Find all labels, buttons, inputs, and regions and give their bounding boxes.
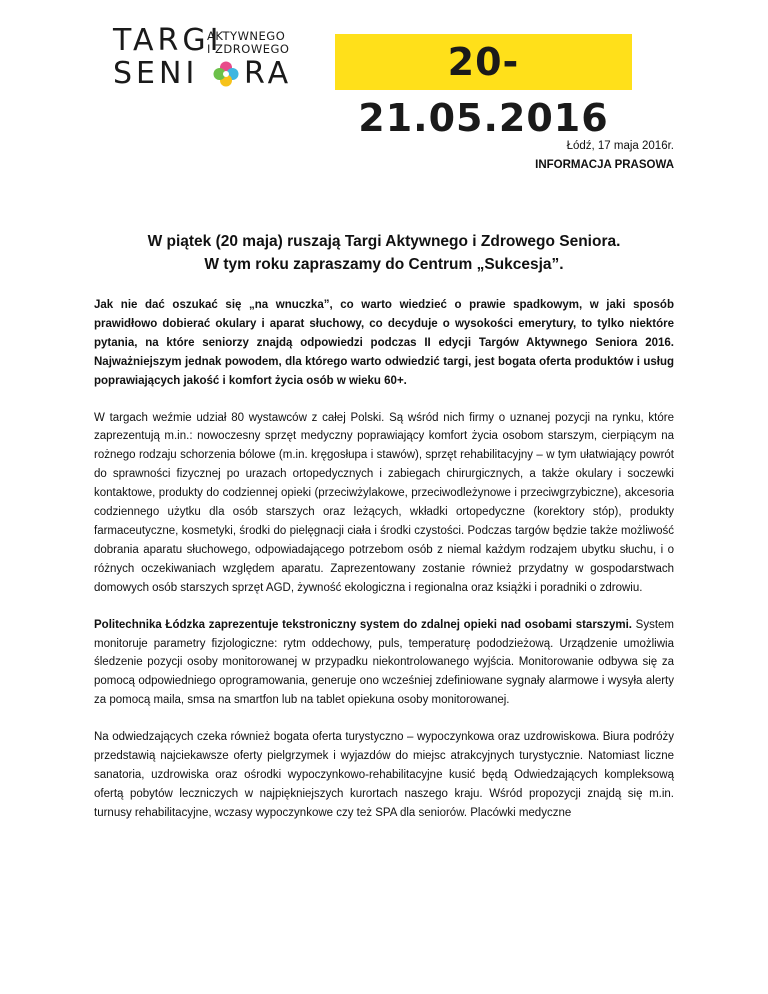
logo-word-targi: TARGI [113, 23, 223, 58]
event-dates-banner [335, 34, 632, 140]
title-line-1: W piątek (20 maja) ruszają Targi Aktywnego i Zdrowego Seniora. [147, 233, 621, 250]
lead-paragraph [94, 296, 674, 391]
event-dates: 20-21.05.2016 [358, 40, 609, 140]
logo-subtitle-line1: AKTYWNEGO [207, 29, 286, 43]
title-line-2: W tym roku zapraszamy do Centrum „Sukcesja”. [204, 256, 564, 273]
place-date: Łódź, 17 maja 2016r. [566, 140, 674, 152]
press-release-label: INFORMACJA PRASOWA [535, 159, 674, 171]
politechnika-text: System monitoruje parametry fizjologiczne: rytm oddechowy, puls, temperaturę pododzieżową. Urządzenie umożliwia śledzenie pozycji osoby monitorowanej w przypadku niekontrolowanego wyjścia. Monitorowanie odbywa się za pomocą odpowiedniego oprogramowania, generuje ono wcześniej zdefiniowane sygnały alarmowe i wysyła alerty za pomocą maila, smsa na smartfon lub na tablet opiekuna osoby monitorowanej. [94, 618, 674, 707]
document-body [94, 296, 674, 841]
lead-text: Jak nie dać oszukać się „na wnuczka”, co warto wiedzieć o prawie spadkowym, w jaki sposób prawidłowo dobierać okulary i aparat słuchowy, co decyduje o wysokości emerytury, to tylko niektóre pytania, na które seniorzy znajdą odpowiedzi podczas II edycji Targów Aktywnego Seniora 2016. Najważniejszym jednak powodem, dla którego warto odwiedzić targi, jest bogata oferta produktów i usług poprawiających jakość i komfort życia osób w wieku 60+. [94, 299, 674, 387]
politechnika-paragraph [94, 616, 674, 711]
politechnika-lead: Politechnika Łódzka zaprezentuje tekstroniczny system do zdalnej opieki nad osobami starszymi. [94, 618, 632, 631]
document-meta [535, 137, 674, 175]
event-logo [113, 23, 333, 91]
header [0, 0, 768, 140]
tourism-paragraph: Na odwiedzających czeka również bogata oferta turystyczno – wypoczynkowa oraz uzdrowiskowa. Biura podróży przedstawią najciekawsze oferty pielgrzymek i wyjazdów do miejsc atrakcyjnych turystycznie. Natomiast liczne sanatoria, uzdrowiska oraz ośrodki wypoczynkowo-rehabilitacyjne kusić będą Odwiedzających kompleksową ofertą pobytów leczniczych w najpiękniejszych kurortach naszego kraju. Wśród propozycji znajdą się m.in. turnusy rehabilitacyjne, wczasy wypoczynkowe czy też SPA dla seniorów. Placówki medyczne [94, 731, 674, 819]
logo-subtitle-line2: I ZDROWEGO [207, 42, 290, 56]
logo-word-ra: RA [244, 56, 293, 91]
exhibitors-paragraph: W targach weźmie udział 80 wystawców z całej Polski. Są wśród nich firmy o uznanej pozycji na rynku, które zaprezentują m.in.: nowoczesny sprzęt medyczny poprawiający komfort życia osobom starszym, cierpiącym na rożnego rodzaju schorzenia bólowe (m.in. kręgosłupa i stawów), sprzęt rehabilitacyjny – w tym ułatwiający powrót do sprawności fizycznej po urazach ortopedycznych i zabiegach chirurgicznych, a także okulary i soczewki kontaktowe, produkty do codziennej opieki (przeciwżylakowe, przeciwodleżynowe i przeciwgrzybiczne), akcesoria codziennego użytku dla osób starszych oraz leżących, wkładki ortopedyczne (korektory stóp), produkty farmaceutyczne, kosmetyki, środki do pielęgnacji ciała i środki czystości. Podczas targów będzie także możliwość dobrania aparatu słuchowego, odpowiadającego potrzebom osób z niemal każdym rodzajem ubytku słuchu, i o różnych oczekiwaniach względem aparatu. Zaprezentowany zostanie również przydatny w gospodarstwach domowych osób starszych sprzęt AGD, żywność ekologiczna i regionalna oraz książki i poradniki o zdrowiu. [94, 411, 674, 594]
document-title [94, 230, 674, 276]
logo-word-seni: SENI [113, 56, 199, 91]
flower-icon [213, 61, 239, 87]
